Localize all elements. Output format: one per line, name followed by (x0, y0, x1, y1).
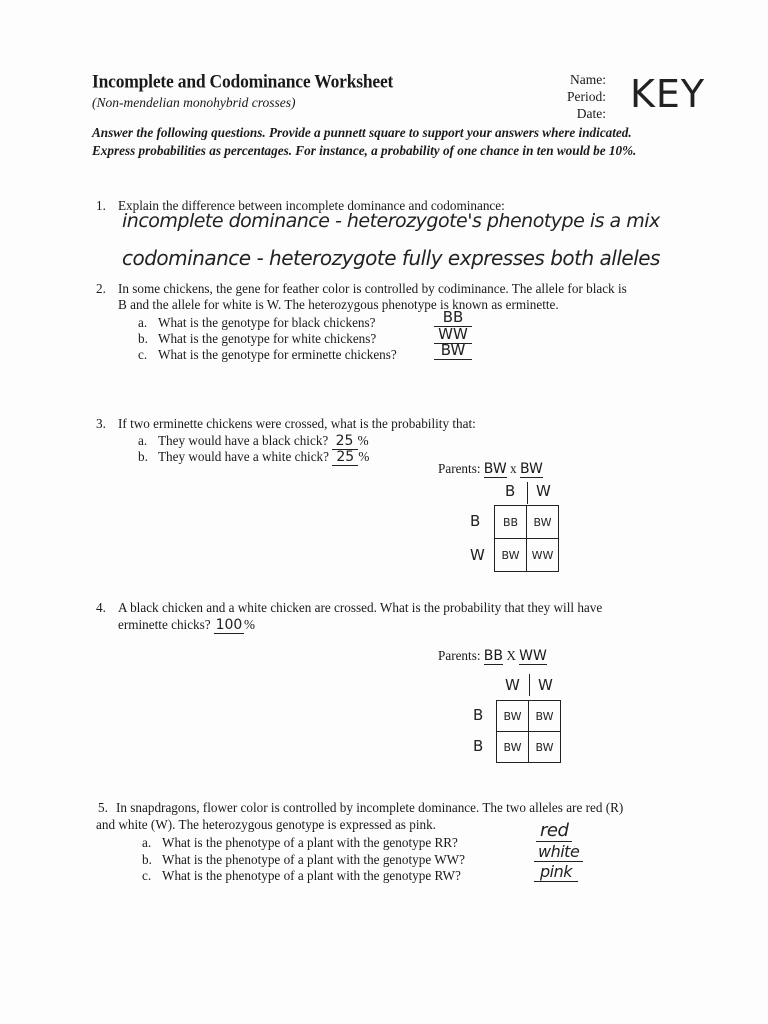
question-5-number: 5. (98, 800, 108, 815)
question-2a-label: a. (138, 315, 148, 330)
q4-cell: BW (529, 701, 561, 732)
question-4-parents (438, 648, 547, 664)
q4-side-allele-2: B (473, 737, 484, 755)
question-4-line-2 (118, 617, 255, 634)
q4-cell: BW (497, 701, 529, 732)
question-2a-text: What is the genotype for black chickens? (158, 315, 376, 330)
q3-top-allele-1: B (505, 482, 516, 500)
question-5b (142, 852, 465, 868)
question-5a-answer: red (536, 820, 572, 842)
question-4 (96, 600, 602, 616)
question-3b-answer: 25 (332, 449, 358, 466)
q3-cell: BB (495, 506, 527, 539)
date-label: Date: (576, 106, 606, 121)
question-5b-text: What is the phenotype of a plant with the genotype WW? (162, 852, 465, 867)
q3-top-divider (527, 482, 528, 504)
question-3b-text: They would have a white chick? (158, 449, 330, 464)
q3-cell: BW (495, 539, 527, 572)
question-2-number: 2. (96, 281, 106, 296)
question-3b-percent: % (358, 449, 370, 464)
q4-side-allele-1: B (473, 706, 484, 724)
question-3a-answer: 25 (332, 433, 358, 450)
q3-punnett-square (494, 505, 559, 572)
question-1-number: 1. (96, 198, 106, 213)
period-label: Period: (567, 89, 606, 104)
question-3a (138, 433, 369, 450)
q3-side-allele-1: B (470, 512, 481, 530)
question-2-text-line-1: In some chickens, the gene for feather color is controlled by codiminance. The allele for black is (118, 281, 627, 296)
question-3b (138, 449, 369, 466)
question-2b-text: What is the genotype for white chickens? (158, 331, 377, 346)
question-2a-answer: BB (434, 308, 472, 327)
question-5a (142, 835, 458, 851)
question-3a-label: a. (138, 433, 148, 448)
question-5c-answer: pink (534, 862, 578, 882)
question-4-parents-label: Parents: (438, 648, 481, 663)
question-2-text-line-2: B and the allele for white is W. The heterozygous phenotype is known as erminette. (118, 297, 559, 312)
question-5a-label: a. (142, 835, 152, 850)
question-3b-label: b. (138, 449, 148, 464)
question-5c (142, 868, 461, 884)
question-3-number: 3. (96, 416, 106, 431)
name-label: Name: (570, 72, 606, 87)
question-5 (98, 800, 623, 816)
question-1-answer-line-2: codominance - heterozygote fully expresses both alleles (122, 246, 660, 270)
instructions: Answer the following questions. Provide a punnett square to support your answers where indicated. Express probabilities as percentages. For instance, a probability of one chance in ten would be 10%. (92, 125, 637, 158)
question-4-number: 4. (96, 600, 106, 615)
question-4-cross: X (506, 648, 516, 663)
question-3a-text: They would have a black chick? (158, 433, 329, 448)
question-1-answer-line-1: incomplete dominance - heterozygote's phenotype is a mix (122, 210, 660, 232)
q3-punnett-row (495, 506, 559, 539)
question-3-text: If two erminette chickens were crossed, what is the probability that: (118, 416, 476, 431)
q4-punnett-row (497, 732, 561, 763)
question-4-text-line-1: A black chicken and a white chicken are crossed. What is the probability that they will have (118, 600, 603, 615)
question-3a-percent: % (357, 433, 369, 448)
q4-punnett-square (496, 700, 561, 763)
q4-cell: BW (529, 732, 561, 763)
worksheet-title: Incomplete and Codominance Worksheet (92, 70, 394, 92)
question-5a-text: What is the phenotype of a plant with the genotype RR? (162, 835, 458, 850)
question-3 (96, 416, 476, 432)
question-5c-text: What is the phenotype of a plant with the genotype RW? (162, 868, 461, 883)
question-4-text-line-2: erminette chicks? (118, 617, 211, 632)
question-2c-label: c. (138, 347, 148, 362)
q4-top-allele-2: W (538, 676, 553, 694)
question-3-parents (438, 461, 543, 477)
question-5c-label: c. (142, 868, 152, 883)
question-3-parents-label: Parents: (438, 461, 481, 476)
question-2 (96, 281, 627, 297)
question-5b-label: b. (142, 852, 152, 867)
question-5b-answer: white (534, 842, 583, 862)
question-2c-answer: BW (434, 341, 472, 360)
question-5-text-line-2: and white (W). The heterozygous genotype is expressed as pink. (96, 817, 436, 832)
question-4-answer: 100 (215, 617, 243, 633)
question-5-text-line-1: In snapdragons, flower color is controlled by incomplete dominance. The two alleles are red (R) (116, 800, 624, 815)
q4-top-allele-1: W (505, 676, 520, 694)
q3-side-allele-2: W (470, 546, 485, 564)
question-3-parent-1: BW (483, 461, 507, 477)
q4-punnett-row (497, 701, 561, 732)
worksheet-subtitle: (Non-mendelian monohybrid crosses) (92, 95, 296, 110)
question-2b-answer: WW (434, 325, 472, 344)
question-4-percent: % (243, 617, 255, 632)
question-2c-text: What is the genotype for erminette chickens? (158, 347, 397, 362)
question-3-cross: x (510, 461, 517, 476)
q3-cell: BW (527, 506, 559, 539)
question-2c (138, 347, 397, 363)
q4-top-divider (529, 674, 530, 696)
question-1-text: Explain the difference between incomplete dominance and codominance: (118, 198, 505, 213)
q3-top-allele-2: W (536, 482, 551, 500)
question-3-parent-2: BW (519, 461, 543, 477)
question-2a (138, 315, 376, 331)
q4-cell: BW (497, 732, 529, 763)
q3-punnett-row (495, 539, 559, 572)
key-handwritten: KEY (630, 72, 706, 116)
question-2b (138, 331, 376, 347)
question-4-parent-1: BB (483, 648, 504, 664)
question-2b-label: b. (138, 331, 148, 346)
question-4-parent-2: WW (519, 648, 547, 664)
q3-cell: WW (527, 539, 559, 572)
